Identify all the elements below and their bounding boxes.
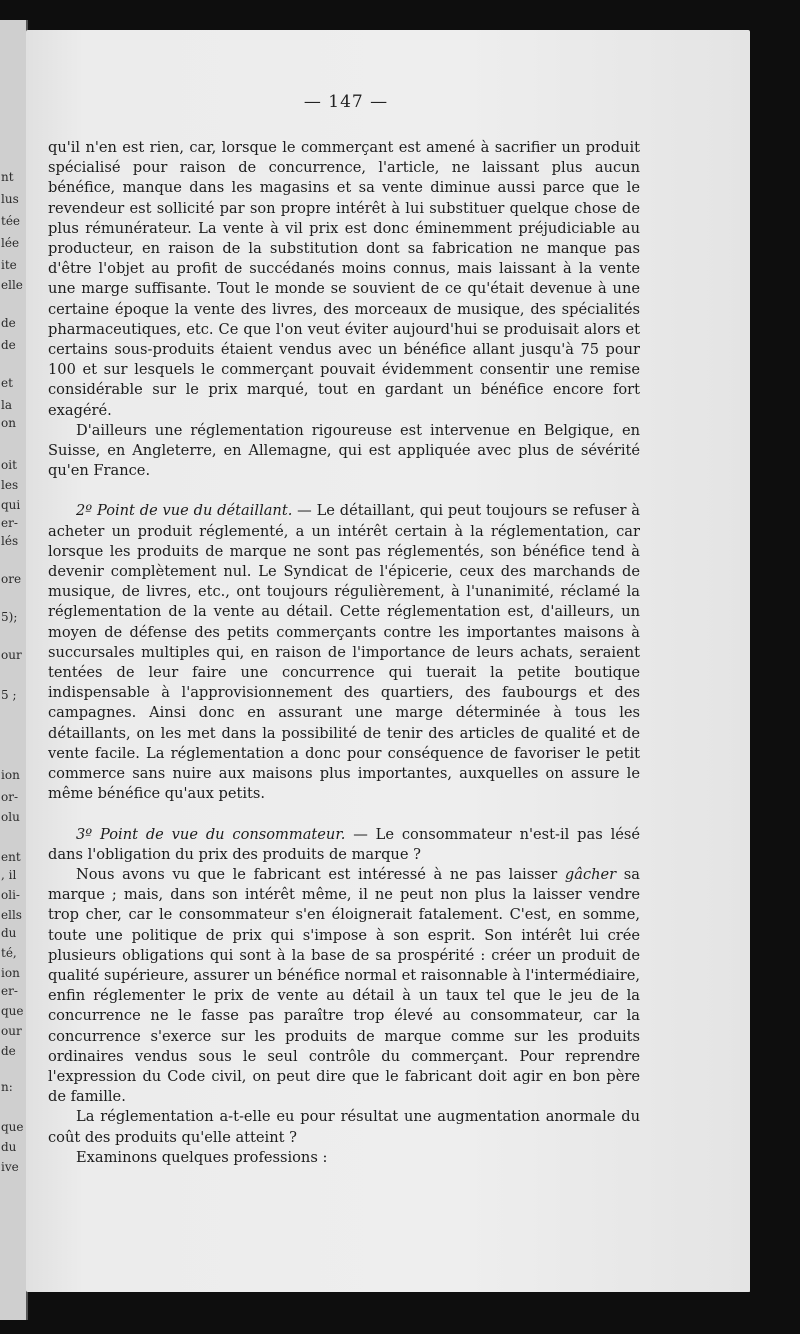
paragraph-1: qu'il n'en est rien, car, lorsque le commerçant est amené à sacrifier un produit spécialisé pour raison de concurrence, l'article, ne laissant plus aucun bénéfice, manque dans les magasins et sa vente diminue aussi parce que le revendeur est sollicité par son propre intérêt à lui substituer quelque chose de plus rémunérateur. La vente à vil prix est donc éminemment préjudiciable au producteur, en raison de la substitution dont sa fabrication ne manque pas d'être l'objet au profit de succédanés moins connus, mais laissant à la vente une marge suffisante. Tout le monde se souvient de ce qu'était devenue à une certaine époque la vente des livres, des morceaux de musique, des spécialités pharmaceutiques, etc. Ce que l'on veut éviter aujourd'hui se produisait alors et certains sous-produits étaient vendus avec un bénéfice allant jusqu'à 75 pour 100 et sur lesquels le commerçant pouvait évidemment consentir une remise considérable sur le prix marqué, tout en gardant un bénéfice encore fort exagéré. — [48, 139, 640, 419]
paragraph-5-text: sa marque ; mais, dans son intérêt même, il ne peut non plus la laisser vendre trop cher, car le consommateur s'en éloignerait fatalement. C'est, en somme, toute une politique de prix qui s'impose à son esprit. Son intérêt lui crée plusieurs obligations qui sont à la base de sa prospérité : créer un produit de qualité supérieure, assurer un bénéfice normal et raisonnable à l'intermédiaire, enfin réglementer le prix de vente au détail à un taux tel que le jeu de la concurrence ne le fasse pas paraître trop élevé au consommateur, car la concurrence s'exerce sur les produits de marque comme sur les produits ordinaires vendus sous le seul contrôle du commerçant. Pour reprendre l'expression du Code civil, on peut dire que le fabricant doit agir en bon père de famille. — [48, 865, 640, 1106]
margin-fragment: nt — [1, 170, 14, 184]
margin-fragment: oit — [1, 458, 17, 472]
margin-fragment: et — [1, 376, 13, 390]
margin-fragment: la — [1, 398, 12, 412]
paragraph-2: D'ailleurs une réglementation rigoureuse est intervenue en Belgique, en Suisse, en Angleterre, en Allemagne, qui est appliquée avec plus de sévérité qu'en France. — [48, 421, 640, 480]
book-page — [26, 30, 750, 1292]
margin-fragment: de — [1, 1044, 16, 1058]
paragraph-5 — [48, 865, 640, 1107]
paragraph-6: La réglementation a-t-elle eu pour résultat une augmentation anormale du coût des produits qu'elle atteint ? — [48, 1108, 640, 1146]
margin-fragment: de — [1, 338, 16, 352]
margin-fragment: ells — [1, 908, 22, 922]
margin-fragment: que — [1, 1120, 24, 1134]
margin-fragment: ion — [1, 966, 20, 980]
margin-fragment: qui — [1, 498, 21, 512]
margin-fragment: olu — [1, 810, 20, 824]
margin-fragment: que — [1, 1004, 24, 1018]
margin-fragment: er- — [1, 984, 18, 998]
section-heading-detaillant: 2º Point de vue du détaillant. — [76, 502, 293, 520]
margin-fragment: ive — [1, 1160, 19, 1174]
margin-fragment: tée — [1, 214, 21, 228]
margin-fragment: du — [1, 1140, 17, 1154]
paragraph-3-text: — Le détaillant, qui peut toujours se refuser à acheter un produit réglementé, a un intérêt certain à la réglementation, car lorsque les produits de marque ne sont pas réglementés, son bénéfice tend à devenir complètement nul. Le Syndicat de l'épicerie, ceux des marchands de musique, de livres, etc., ont toujours régulièrement, à l'unanimité, réclamé la réglementation de la vente au détail. Cette réglementation est, d'ailleurs, un moyen de défense des petits commerçants contre les importantes maisons à succursales multiples qui, en raison de l'importance de leurs achats, seraient tentées de leur faire une concurrence qui tuerait la petite boutique indispensable à l'approvisionnement des quartiers, des faubourgs et des campagnes. Ainsi donc en assurant une marge déterminée à tous les détaillants, on les met dans la possibilité de tenir des articles de qualité et de vente facile. La réglementation a donc pour conséquence de favoriser le petit commerce sans nuire aux maisons plus importantes, auxquelles on assure le même bénéfice qu'aux petits. — [48, 502, 640, 803]
margin-fragment: er- — [1, 516, 18, 530]
paragraph-7: Examinons quelques professions : — [76, 1148, 328, 1166]
margin-fragment: or- — [1, 790, 19, 804]
margin-fragment: de — [1, 316, 16, 330]
paragraph-4 — [48, 825, 640, 865]
margin-fragment: ent — [1, 850, 21, 864]
margin-fragment: n: — [1, 1080, 13, 1094]
margin-fragment: 5); — [1, 610, 18, 624]
margin-fragment: les — [1, 478, 19, 492]
margin-fragment: ion — [1, 768, 20, 782]
paragraph-5-emphasis: gâcher — [564, 865, 617, 883]
paragraph-5-lead: Nous avons vu que le fabricant est intéressé à ne pas laisser — [76, 865, 565, 883]
margin-fragment: oli- — [1, 888, 20, 902]
margin-fragment: , il — [1, 868, 17, 882]
section-heading-consommateur: 3º Point de vue du consommateur. — [76, 825, 346, 843]
page-body — [48, 138, 640, 1168]
margin-fragment: té, — [1, 946, 17, 960]
margin-fragment: lée — [1, 236, 20, 250]
margin-fragment: our — [1, 648, 22, 662]
margin-fragment: lés — [1, 534, 19, 548]
margin-fragment: lus — [1, 192, 19, 206]
margin-fragment: elle — [1, 278, 23, 292]
margin-fragment: ite — [1, 258, 17, 272]
margin-fragment: our — [1, 1024, 22, 1038]
paragraph-3 — [48, 501, 640, 804]
page-number: — 147 — — [303, 92, 389, 112]
previous-page-margin — [0, 20, 28, 1320]
margin-fragment: du — [1, 926, 17, 940]
margin-fragment: on — [1, 416, 16, 430]
margin-fragment: 5 ; — [1, 688, 17, 702]
paragraph-4-text: — Le consommateur n'est-il pas lésé dans l'obligation du prix des produits de marque ? — [48, 825, 640, 863]
margin-fragment: ore — [1, 572, 22, 586]
